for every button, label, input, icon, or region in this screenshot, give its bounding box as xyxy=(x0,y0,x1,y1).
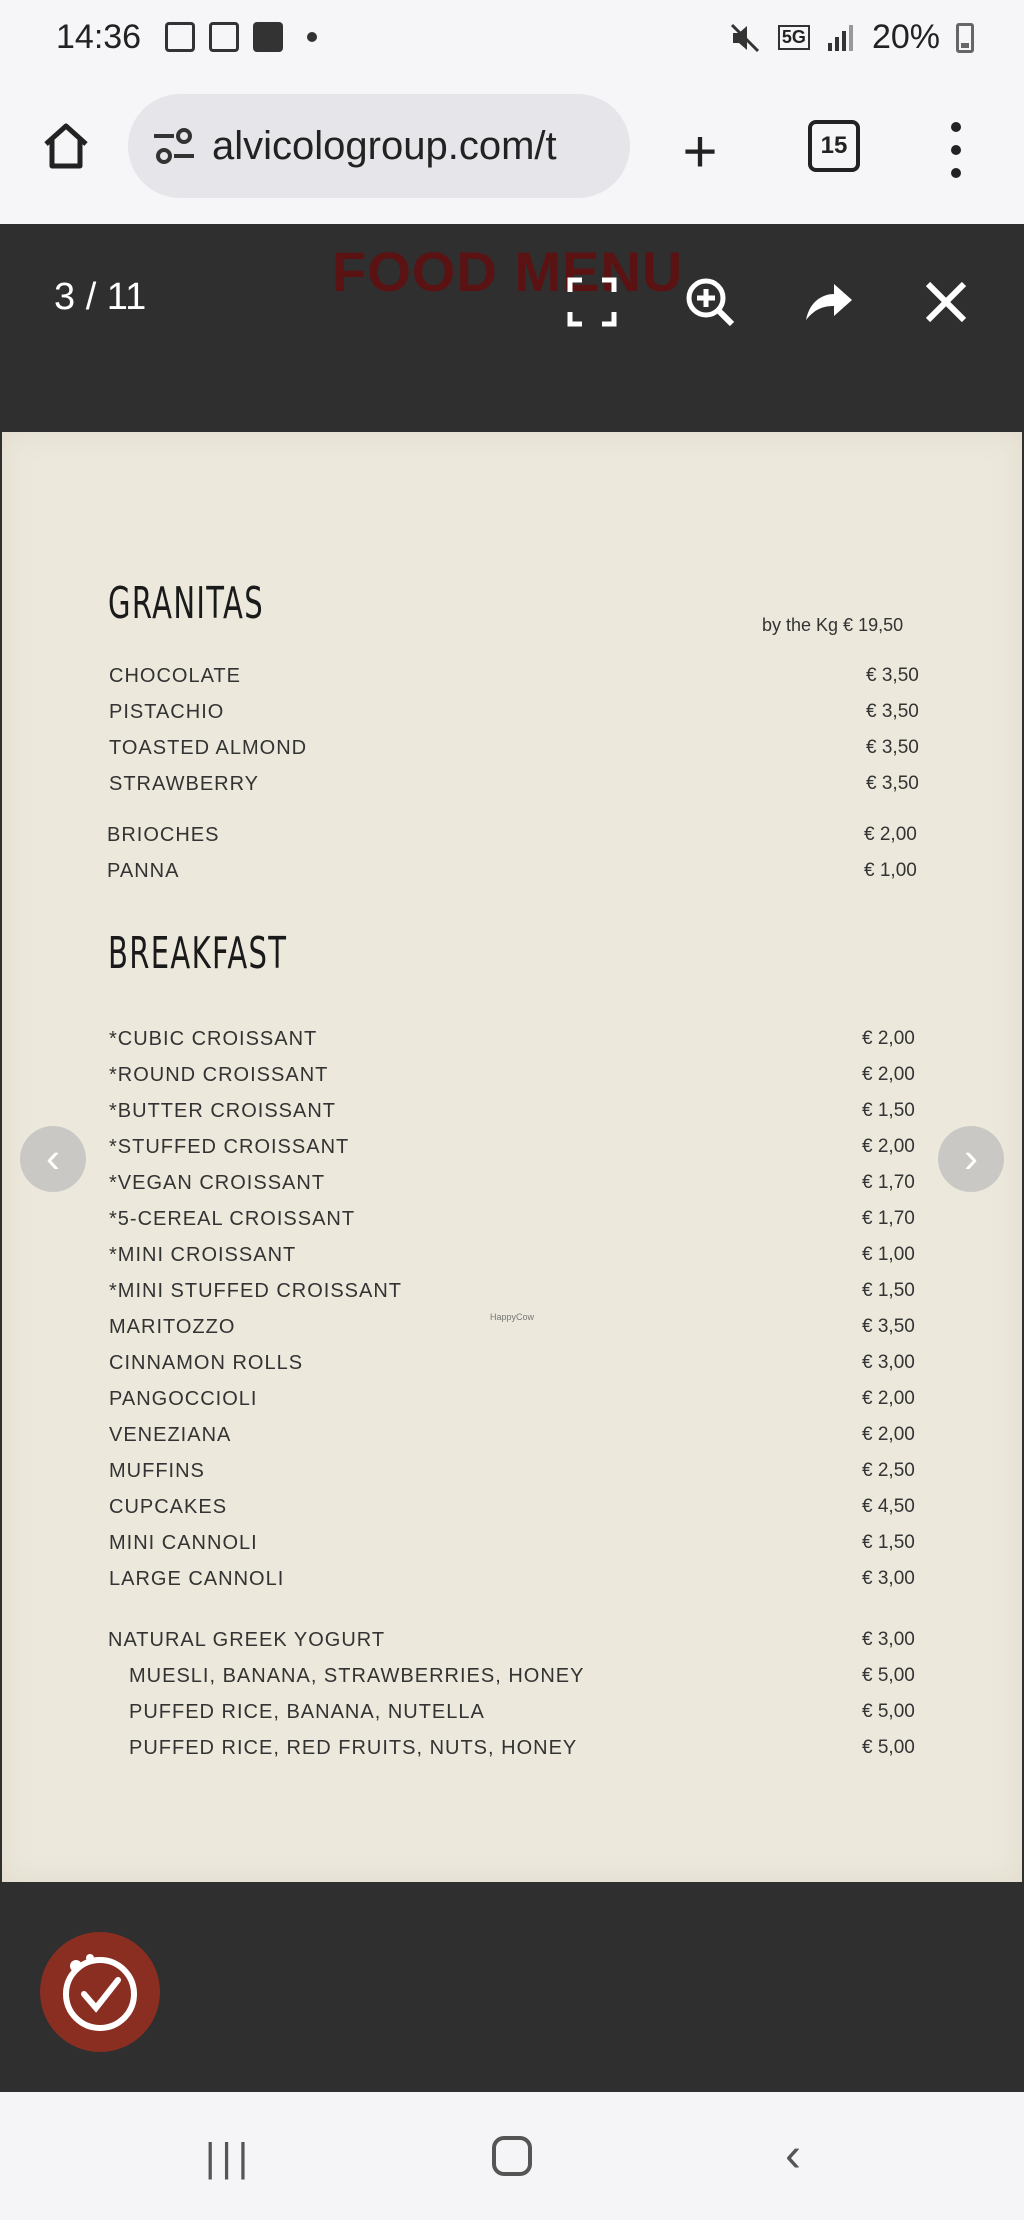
status-time: 14:36 xyxy=(56,18,142,56)
more-menu-icon[interactable] xyxy=(950,122,962,178)
close-icon[interactable] xyxy=(918,274,974,330)
image-viewer xyxy=(0,224,1024,2092)
menu-item-price: € 3,50 xyxy=(862,1316,915,1337)
menu-item-name: PISTACHIO xyxy=(109,701,225,723)
menu-item-price: € 3,00 xyxy=(862,1629,915,1650)
nav-back-icon[interactable]: ‹ xyxy=(785,2129,801,2182)
menu-item-name: PANNA xyxy=(107,860,180,882)
recent-apps-icon[interactable]: ||| xyxy=(205,2136,255,2180)
menu-item-name: *ROUND CROISSANT xyxy=(109,1064,329,1086)
battery-icon xyxy=(956,23,974,53)
menu-item-price: € 2,00 xyxy=(864,824,917,845)
battery-percent: 20% xyxy=(871,18,940,56)
chevron-right-icon: › xyxy=(964,1134,978,1181)
network-type-icon: 5G xyxy=(778,25,810,50)
menu-item-price: € 3,00 xyxy=(862,1568,915,1589)
menu-item-name: PUFFED RICE, BANANA, NUTELLA xyxy=(129,1701,485,1723)
zoom-in-icon[interactable] xyxy=(682,274,738,330)
menu-item-name: LARGE CANNOLI xyxy=(109,1568,285,1590)
home-icon[interactable] xyxy=(38,118,94,174)
more-notifications-dot-icon xyxy=(307,32,317,42)
menu-item-price: € 2,50 xyxy=(862,1460,915,1481)
happycow-fab-button[interactable] xyxy=(40,1932,160,2052)
menu-item-name: *STUFFED CROISSANT xyxy=(109,1136,350,1158)
menu-item-name: CHOCOLATE xyxy=(109,665,241,687)
next-image-button[interactable] xyxy=(938,1126,1004,1192)
share-icon[interactable] xyxy=(800,274,856,330)
menu-item-price: € 5,00 xyxy=(862,1665,915,1686)
menu-item-price: € 2,00 xyxy=(862,1064,915,1085)
menu-item-name: PANGOCCIOLI xyxy=(109,1388,258,1410)
system-nav-bar xyxy=(0,2092,1024,2220)
menu-item-name: TOASTED ALMOND xyxy=(109,737,308,759)
menu-image xyxy=(2,432,1022,1882)
address-bar[interactable] xyxy=(128,94,630,198)
background-page-title: FOOD MENU xyxy=(332,240,684,303)
menu-item-name: *VEGAN CROISSANT xyxy=(109,1172,326,1194)
menu-item-price: € 2,00 xyxy=(862,1136,915,1157)
notification-icons xyxy=(165,22,317,52)
menu-item-price: € 1,70 xyxy=(862,1172,915,1193)
gallery-notification-icon xyxy=(165,22,195,52)
menu-item-name: *BUTTER CROISSANT xyxy=(109,1100,337,1122)
new-tab-plus-icon[interactable]: + xyxy=(682,118,718,185)
menu-item-price: € 5,00 xyxy=(862,1701,915,1722)
menu-item-price: € 1,50 xyxy=(862,1100,915,1121)
menu-item-price: € 2,00 xyxy=(862,1028,915,1049)
menu-item-name: NATURAL GREEK YOGURT xyxy=(108,1629,386,1651)
checkbox-notification-icon xyxy=(253,22,283,52)
status-right xyxy=(728,18,974,57)
happycow-check-icon xyxy=(40,1932,160,2052)
menu-item-price: € 1,50 xyxy=(862,1532,915,1553)
menu-item-price: € 3,50 xyxy=(866,701,919,722)
menu-item-name: MUFFINS xyxy=(109,1460,205,1482)
menu-item-price: € 1,00 xyxy=(862,1244,915,1265)
browser-toolbar xyxy=(0,80,1024,224)
breakfast-heading: BREAKFAST xyxy=(108,928,288,979)
menu-item-price: € 1,00 xyxy=(864,860,917,881)
menu-item-price: € 1,70 xyxy=(862,1208,915,1229)
tab-switcher-button[interactable]: 15 xyxy=(808,120,860,172)
granitas-by-kg-note: by the Kg € 19,50 xyxy=(762,615,904,635)
nav-home-icon[interactable] xyxy=(492,2136,532,2176)
menu-item-name: CINNAMON ROLLS xyxy=(109,1352,304,1374)
menu-item-price: € 2,00 xyxy=(862,1388,915,1409)
granitas-heading: GRANITAS xyxy=(108,578,265,629)
menu-item-name: *MINI STUFFED CROISSANT xyxy=(109,1280,403,1302)
menu-item-name: MARITOZZO xyxy=(109,1316,236,1338)
menu-item-name: CUPCAKES xyxy=(109,1496,228,1518)
fullscreen-icon[interactable] xyxy=(564,274,620,330)
menu-item-name: VENEZIANA xyxy=(109,1424,232,1446)
menu-item-price: € 3,50 xyxy=(866,665,919,686)
happycow-watermark: HappyCow xyxy=(490,1312,535,1322)
image-counter: 3 / 11 xyxy=(54,276,147,318)
menu-item-name: *5-CEREAL CROISSANT xyxy=(109,1208,356,1230)
site-settings-icon[interactable] xyxy=(152,126,196,166)
previous-image-button[interactable] xyxy=(20,1126,86,1192)
menu-item-price: € 1,50 xyxy=(862,1280,915,1301)
menu-item-name: MUESLI, BANANA, STRAWBERRIES, HONEY xyxy=(129,1665,585,1687)
menu-item-name: *MINI CROISSANT xyxy=(109,1244,297,1266)
calendar-notification-icon xyxy=(209,22,239,52)
menu-item-price: € 3,00 xyxy=(862,1352,915,1373)
menu-item-price: € 3,50 xyxy=(866,773,919,794)
menu-item-price: € 3,50 xyxy=(866,737,919,758)
menu-item-price: € 2,00 xyxy=(862,1424,915,1445)
menu-item-name: *CUBIC CROISSANT xyxy=(109,1028,318,1050)
menu-item-name: MINI CANNOLI xyxy=(109,1532,258,1554)
menu-item-price: € 5,00 xyxy=(862,1737,915,1758)
chevron-left-icon: ‹ xyxy=(46,1134,60,1181)
mute-icon xyxy=(728,21,762,55)
url-text[interactable]: alvicologroup.com/t xyxy=(212,124,557,168)
menu-item-name: STRAWBERRY xyxy=(109,773,260,795)
signal-bars-icon xyxy=(826,23,856,53)
menu-item-price: € 4,50 xyxy=(862,1496,915,1517)
menu-item-name: BRIOCHES xyxy=(107,824,220,846)
menu-item-name: PUFFED RICE, RED FRUITS, NUTS, HONEY xyxy=(129,1737,578,1759)
status-bar xyxy=(0,0,1024,80)
